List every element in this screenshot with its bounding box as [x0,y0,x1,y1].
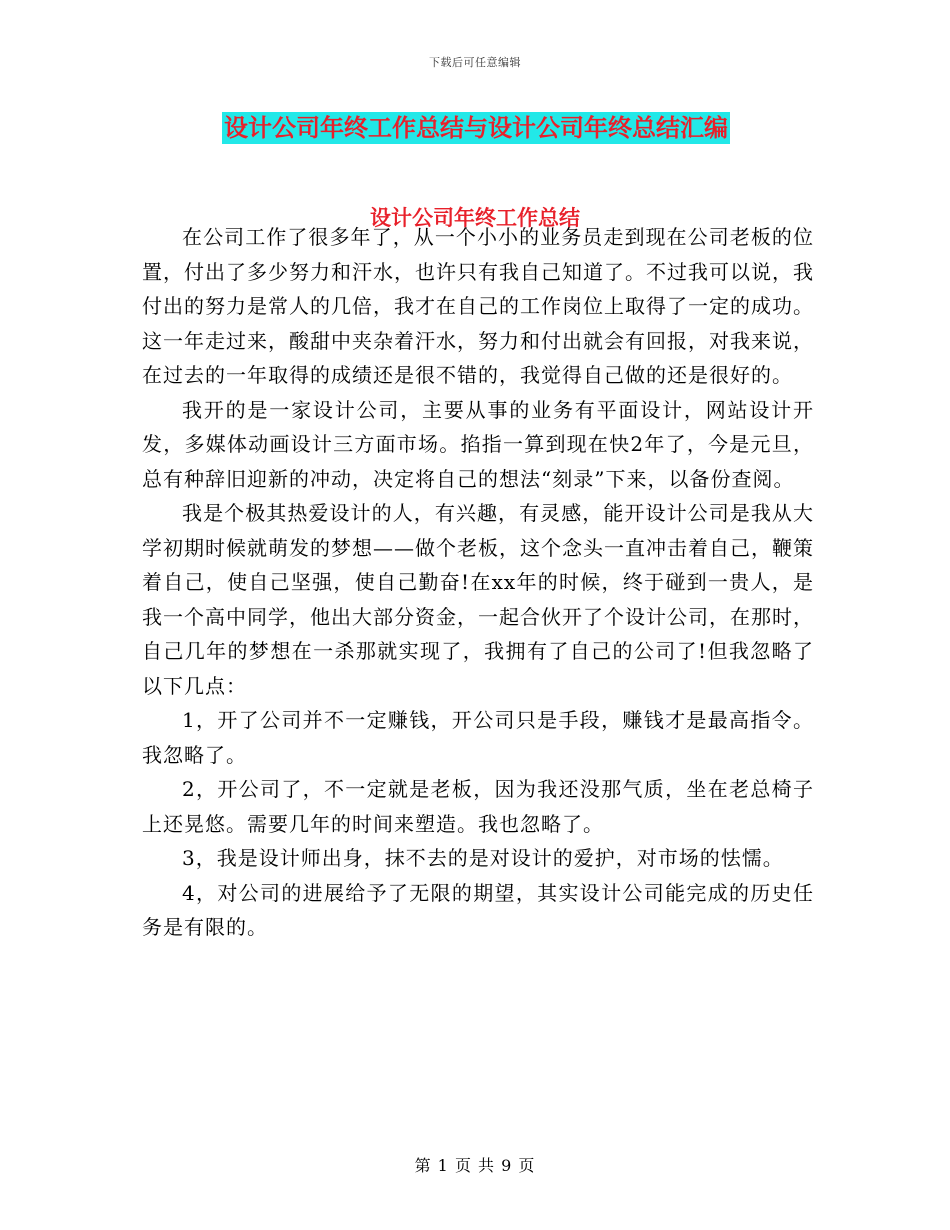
paragraph: 我是个极其热爱设计的人，有兴趣，有灵感，能开设计公司是我从大学初期时候就萌发的梦想——做个老板，这个念头一直冲击着自己，鞭策着自己，使自己坚强，使自己勤奋!在xx年的时候，终于碰到一贵人，是我一个高中同学，他出大部分资金，一起合伙开了个设计公司，在那时，自己几年的梦想在一杀那就实现了，我拥有了自己的公司了!但我忽略了以下几点： [142,501,814,698]
page-number: 第 1 页 共 9 页 [414,1156,536,1175]
paragraph: 在公司工作了很多年了，从一个小小的业务员走到现在公司老板的位置，付出了多少努力和汗水，也许只有我自己知道了。不过我可以说，我付出的努力是常人的几倍，我才在自己的工作岗位上取得了一定的成功。这一年走过来，酸甜中夹杂着汗水，努力和付出就会有回报，对我来说，在过去的一年取得的成绩还是很不错的，我觉得自己做的还是很好的。 [142,225,814,387]
list-item: 3，我是设计师出身，抹不去的是对设计的爱护，对市场的怯懦。 [182,846,784,870]
paragraph: 我开的是一家设计公司，主要从事的业务有平面设计，网站设计开发，多媒体动画设计三方面市场。掐指一算到现在快2年了，今是元旦，总有种辞旧迎新的冲动，决定将自己的想法“刻录”下来，以备份查阅。 [142,397,814,491]
list-item: 1，开了公司并不一定赚钱，开公司只是手段，赚钱才是最高指令。我忽略了。 [142,708,814,767]
document-body [142,220,814,945]
list-item: 4，对公司的进展给予了无限的期望，其实设计公司能完成的历史任务是有限的。 [142,880,814,939]
header-note: 下载后可任意编辑 [429,56,521,69]
document-title: 设计公司年终工作总结与设计公司年终总结汇编 [224,113,728,142]
section-title: 设计公司年终工作总结 [370,205,580,230]
list-item: 2，开公司了，不一定就是老板，因为我还没那气质，坐在老总椅子上还晃悠。需要几年的时间来塑造。我也忽略了。 [142,777,814,836]
